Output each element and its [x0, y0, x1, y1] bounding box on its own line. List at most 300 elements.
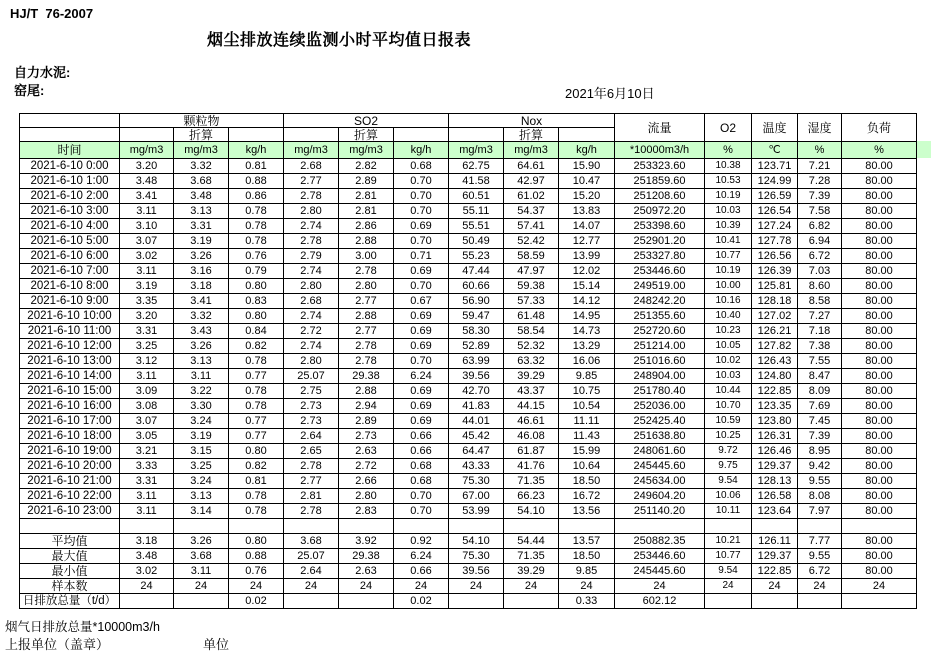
summary-value-cell: 0.76 [229, 564, 284, 579]
value-cell: 2.75 [284, 384, 339, 399]
summary-value-cell: 75.30 [449, 549, 504, 564]
unit-cell: mg/m3 [449, 142, 504, 159]
value-cell: 2.78 [284, 234, 339, 249]
summary-value-cell: 245445.60 [615, 564, 705, 579]
summary-value-cell: 0.33 [559, 594, 615, 609]
value-cell: 13.83 [559, 204, 615, 219]
value-cell: 14.12 [559, 294, 615, 309]
time-cell: 2021-6-10 10:00 [20, 309, 120, 324]
value-cell: 80.00 [842, 264, 917, 279]
value-cell: 14.95 [559, 309, 615, 324]
value-cell: 2.64 [284, 429, 339, 444]
value-cell: 252901.20 [615, 234, 705, 249]
page-title: 烟尘排放连续监测小时平均值日报表 [207, 32, 472, 49]
value-cell: 0.67 [394, 294, 449, 309]
summary-value-cell: 10.21 [705, 534, 752, 549]
value-cell: 3.05 [120, 429, 174, 444]
value-cell: 3.09 [120, 384, 174, 399]
time-cell: 2021-6-10 13:00 [20, 354, 120, 369]
unit-cell: ℃ [752, 142, 798, 159]
table-row [20, 384, 917, 399]
value-cell: 7.45 [798, 414, 842, 429]
value-cell: 127.82 [752, 339, 798, 354]
value-cell: 15.14 [559, 279, 615, 294]
summary-value-cell: 0.02 [229, 594, 284, 609]
value-cell: 42.70 [449, 384, 504, 399]
time-cell: 2021-6-10 19:00 [20, 444, 120, 459]
value-cell: 3.11 [120, 369, 174, 384]
table-row [20, 234, 917, 249]
value-cell: 0.69 [394, 324, 449, 339]
table-row [20, 264, 917, 279]
report-unit-label: 上报单位（盖章） [5, 637, 110, 652]
summary-row [20, 534, 917, 549]
value-cell: 3.33 [120, 459, 174, 474]
value-cell: 41.58 [449, 174, 504, 189]
summary-label: 最大值 [20, 549, 120, 564]
value-cell: 2.73 [284, 399, 339, 414]
value-cell: 41.76 [504, 459, 559, 474]
value-cell: 45.42 [449, 429, 504, 444]
value-cell: 3.19 [174, 234, 229, 249]
summary-value-cell: 3.68 [284, 534, 339, 549]
table-row [20, 174, 917, 189]
value-cell: 58.54 [504, 324, 559, 339]
value-cell: 2.78 [284, 189, 339, 204]
value-cell: 0.66 [394, 444, 449, 459]
value-cell: 0.79 [229, 264, 284, 279]
value-cell: 8.09 [798, 384, 842, 399]
value-cell: 2.81 [339, 189, 394, 204]
empty-cell [705, 519, 752, 534]
value-cell: 71.35 [504, 474, 559, 489]
value-cell: 3.26 [174, 339, 229, 354]
value-cell: 3.48 [120, 174, 174, 189]
value-cell: 10.40 [705, 309, 752, 324]
value-cell: 2.68 [284, 159, 339, 174]
value-cell: 46.08 [504, 429, 559, 444]
table-row [20, 324, 917, 339]
summary-value-cell: 9.85 [559, 564, 615, 579]
summary-value-cell: 24 [798, 579, 842, 594]
value-cell: 12.77 [559, 234, 615, 249]
value-cell: 11.11 [559, 414, 615, 429]
value-cell: 63.99 [449, 354, 504, 369]
summary-value-cell: 24 [449, 579, 504, 594]
table-row [20, 189, 917, 204]
value-cell: 3.10 [120, 219, 174, 234]
time-header-spacer [20, 128, 120, 142]
value-cell: 126.54 [752, 204, 798, 219]
value-cell: 41.83 [449, 399, 504, 414]
value-cell: 7.18 [798, 324, 842, 339]
value-cell: 7.03 [798, 264, 842, 279]
empty-cell [449, 519, 504, 534]
value-cell: 2.73 [339, 429, 394, 444]
time-header: 时间 [20, 142, 120, 159]
time-cell: 2021-6-10 7:00 [20, 264, 120, 279]
value-cell: 249519.00 [615, 279, 705, 294]
value-cell: 10.16 [705, 294, 752, 309]
value-cell: 2.78 [339, 354, 394, 369]
header-group-row [20, 114, 917, 128]
value-cell: 80.00 [842, 219, 917, 234]
summary-value-cell: 13.57 [559, 534, 615, 549]
value-cell: 7.27 [798, 309, 842, 324]
value-cell: 3.41 [120, 189, 174, 204]
value-cell: 0.76 [229, 249, 284, 264]
time-cell: 2021-6-10 0:00 [20, 159, 120, 174]
unit-cell: mg/m3 [120, 142, 174, 159]
summary-label: 样本数 [20, 579, 120, 594]
value-cell: 3.13 [174, 489, 229, 504]
value-cell: 127.78 [752, 234, 798, 249]
time-cell: 2021-6-10 17:00 [20, 414, 120, 429]
value-cell: 10.05 [705, 339, 752, 354]
time-header-spacer [20, 114, 120, 128]
value-cell: 2.94 [339, 399, 394, 414]
value-cell: 56.90 [449, 294, 504, 309]
value-cell: 3.48 [174, 189, 229, 204]
summary-value-cell: 9.54 [705, 564, 752, 579]
value-cell: 2.82 [339, 159, 394, 174]
value-cell: 10.06 [705, 489, 752, 504]
value-cell: 251016.60 [615, 354, 705, 369]
time-cell: 2021-6-10 1:00 [20, 174, 120, 189]
value-cell: 12.02 [559, 264, 615, 279]
value-cell: 2.72 [339, 459, 394, 474]
value-cell: 80.00 [842, 339, 917, 354]
unit-cell: mg/m3 [339, 142, 394, 159]
value-cell: 46.61 [504, 414, 559, 429]
value-cell: 0.78 [229, 384, 284, 399]
summary-value-cell: 10.77 [705, 549, 752, 564]
value-cell: 0.81 [229, 159, 284, 174]
value-cell: 80.00 [842, 279, 917, 294]
value-cell: 16.06 [559, 354, 615, 369]
empty-cell [752, 519, 798, 534]
table-row [20, 279, 917, 294]
value-cell: 249604.20 [615, 489, 705, 504]
value-cell: 126.58 [752, 489, 798, 504]
value-cell: 2.74 [284, 264, 339, 279]
value-cell: 3.02 [120, 249, 174, 264]
value-cell: 251780.40 [615, 384, 705, 399]
value-cell: 128.13 [752, 474, 798, 489]
value-cell: 10.64 [559, 459, 615, 474]
value-cell: 3.30 [174, 399, 229, 414]
value-cell: 55.11 [449, 204, 504, 219]
value-cell: 39.56 [449, 369, 504, 384]
empty-cell [842, 519, 917, 534]
value-cell: 2.88 [339, 309, 394, 324]
summary-value-cell: 25.07 [284, 549, 339, 564]
time-cell: 2021-6-10 9:00 [20, 294, 120, 309]
value-cell: 10.25 [705, 429, 752, 444]
value-cell: 0.82 [229, 459, 284, 474]
value-cell: 10.19 [705, 189, 752, 204]
value-cell: 2.74 [284, 219, 339, 234]
value-cell: 80.00 [842, 174, 917, 189]
value-cell: 57.41 [504, 219, 559, 234]
value-cell: 14.07 [559, 219, 615, 234]
summary-value-cell: 29.38 [339, 549, 394, 564]
value-cell: 0.69 [394, 339, 449, 354]
empty-cell [284, 519, 339, 534]
value-cell: 2.78 [284, 459, 339, 474]
summary-label: 平均值 [20, 534, 120, 549]
value-cell: 253327.80 [615, 249, 705, 264]
value-cell: 3.19 [174, 429, 229, 444]
value-cell: 0.69 [394, 384, 449, 399]
value-cell: 2.68 [284, 294, 339, 309]
value-cell: 10.02 [705, 354, 752, 369]
summary-value-cell: 3.18 [120, 534, 174, 549]
summary-value-cell: 39.56 [449, 564, 504, 579]
table-row [20, 489, 917, 504]
empty-cell [339, 519, 394, 534]
time-cell: 2021-6-10 4:00 [20, 219, 120, 234]
value-cell: 10.41 [705, 234, 752, 249]
value-cell: 3.16 [174, 264, 229, 279]
summary-value-cell: 122.85 [752, 564, 798, 579]
value-cell: 61.48 [504, 309, 559, 324]
col-humidity: 湿度 [798, 114, 842, 142]
value-cell: 80.00 [842, 189, 917, 204]
value-cell: 2.80 [339, 279, 394, 294]
value-cell: 10.39 [705, 219, 752, 234]
summary-value-cell: 3.48 [120, 549, 174, 564]
value-cell: 2.72 [284, 324, 339, 339]
value-cell: 3.18 [174, 279, 229, 294]
value-cell: 122.85 [752, 384, 798, 399]
value-cell: 8.60 [798, 279, 842, 294]
value-cell: 2.89 [339, 174, 394, 189]
value-cell: 126.56 [752, 249, 798, 264]
table-row [20, 459, 917, 474]
value-cell: 123.64 [752, 504, 798, 519]
value-cell: 50.49 [449, 234, 504, 249]
value-cell: 10.00 [705, 279, 752, 294]
summary-value-cell: 24 [284, 579, 339, 594]
unit-cell: mg/m3 [504, 142, 559, 159]
summary-value-cell: 253446.60 [615, 549, 705, 564]
value-cell: 7.55 [798, 354, 842, 369]
value-cell: 3.20 [120, 309, 174, 324]
table-row [20, 159, 917, 174]
value-cell: 8.95 [798, 444, 842, 459]
company-name: 自力水泥: [14, 65, 71, 80]
value-cell: 251355.60 [615, 309, 705, 324]
value-cell: 62.75 [449, 159, 504, 174]
value-cell: 52.42 [504, 234, 559, 249]
time-cell: 2021-6-10 14:00 [20, 369, 120, 384]
value-cell: 2.80 [284, 354, 339, 369]
value-cell: 80.00 [842, 159, 917, 174]
table-row [20, 249, 917, 264]
value-cell: 61.87 [504, 444, 559, 459]
value-cell: 2.80 [284, 204, 339, 219]
time-cell: 2021-6-10 3:00 [20, 204, 120, 219]
value-cell: 80.00 [842, 204, 917, 219]
value-cell: 2.65 [284, 444, 339, 459]
converted-subheader-so2: 折算 [339, 128, 394, 142]
value-cell: 8.47 [798, 369, 842, 384]
value-cell: 7.28 [798, 174, 842, 189]
value-cell: 3.20 [120, 159, 174, 174]
value-cell: 3.68 [174, 174, 229, 189]
value-cell: 0.80 [229, 279, 284, 294]
col-group-particulate: 颗粒物 [120, 114, 284, 128]
value-cell: 3.31 [120, 474, 174, 489]
value-cell: 3.19 [120, 279, 174, 294]
value-cell: 9.54 [705, 474, 752, 489]
value-cell: 3.11 [120, 264, 174, 279]
summary-value-cell: 80.00 [842, 549, 917, 564]
value-cell: 7.39 [798, 429, 842, 444]
value-cell: 7.97 [798, 504, 842, 519]
col-temp: 温度 [752, 114, 798, 142]
value-cell: 123.71 [752, 159, 798, 174]
value-cell: 59.47 [449, 309, 504, 324]
value-cell: 123.35 [752, 399, 798, 414]
value-cell: 3.32 [174, 309, 229, 324]
value-cell: 3.11 [120, 504, 174, 519]
value-cell: 3.07 [120, 234, 174, 249]
value-cell: 42.97 [504, 174, 559, 189]
value-cell: 60.51 [449, 189, 504, 204]
value-cell: 253323.60 [615, 159, 705, 174]
time-cell: 2021-6-10 15:00 [20, 384, 120, 399]
value-cell: 3.12 [120, 354, 174, 369]
summary-value-cell: 24 [705, 579, 752, 594]
summary-value-cell: 0.88 [229, 549, 284, 564]
value-cell: 80.00 [842, 309, 917, 324]
value-cell: 2.78 [339, 339, 394, 354]
value-cell: 55.51 [449, 219, 504, 234]
value-cell: 124.99 [752, 174, 798, 189]
value-cell: 3.41 [174, 294, 229, 309]
time-cell: 2021-6-10 21:00 [20, 474, 120, 489]
empty-cell [394, 519, 449, 534]
summary-row [20, 594, 917, 609]
value-cell: 61.02 [504, 189, 559, 204]
value-cell: 10.77 [705, 249, 752, 264]
value-cell: 129.37 [752, 459, 798, 474]
value-cell: 10.44 [705, 384, 752, 399]
value-cell: 3.26 [174, 249, 229, 264]
value-cell: 123.80 [752, 414, 798, 429]
col-group-nox: Nox [449, 114, 615, 128]
value-cell: 3.31 [174, 219, 229, 234]
value-cell: 2.80 [339, 489, 394, 504]
time-cell: 2021-6-10 18:00 [20, 429, 120, 444]
value-cell: 3.11 [120, 489, 174, 504]
unit-cell: % [842, 142, 917, 159]
value-cell: 53.99 [449, 504, 504, 519]
value-cell: 15.99 [559, 444, 615, 459]
value-cell: 253398.60 [615, 219, 705, 234]
table-row [20, 354, 917, 369]
value-cell: 2.81 [284, 489, 339, 504]
summary-value-cell: 71.35 [504, 549, 559, 564]
value-cell: 2.66 [339, 474, 394, 489]
flow-total-note: 烟气日排放总量*10000m3/h [5, 620, 160, 634]
value-cell: 9.72 [705, 444, 752, 459]
summary-value-cell: 602.12 [615, 594, 705, 609]
value-cell: 29.38 [339, 369, 394, 384]
summary-row [20, 564, 917, 579]
summary-value-cell: 24 [504, 579, 559, 594]
value-cell: 0.69 [394, 399, 449, 414]
value-cell: 2.79 [284, 249, 339, 264]
value-cell: 0.70 [394, 189, 449, 204]
value-cell: 58.59 [504, 249, 559, 264]
standard-code: HJ/T 76-2007 [10, 6, 94, 21]
table-row [20, 444, 917, 459]
value-cell: 6.24 [394, 369, 449, 384]
time-cell: 2021-6-10 8:00 [20, 279, 120, 294]
value-cell: 2.83 [339, 504, 394, 519]
value-cell: 80.00 [842, 399, 917, 414]
value-cell: 80.00 [842, 369, 917, 384]
value-cell: 245445.60 [615, 459, 705, 474]
summary-value-cell: 80.00 [842, 534, 917, 549]
value-cell: 127.02 [752, 309, 798, 324]
summary-value-cell: 24 [229, 579, 284, 594]
value-cell: 58.30 [449, 324, 504, 339]
value-cell: 7.21 [798, 159, 842, 174]
time-cell: 2021-6-10 16:00 [20, 399, 120, 414]
value-cell: 253446.60 [615, 264, 705, 279]
value-cell: 245634.00 [615, 474, 705, 489]
summary-value-cell: 54.44 [504, 534, 559, 549]
value-cell: 0.68 [394, 459, 449, 474]
value-cell: 80.00 [842, 249, 917, 264]
summary-value-cell: 2.63 [339, 564, 394, 579]
value-cell: 9.75 [705, 459, 752, 474]
value-cell: 16.72 [559, 489, 615, 504]
value-cell: 80.00 [842, 384, 917, 399]
value-cell: 252425.40 [615, 414, 705, 429]
value-cell: 2.80 [284, 279, 339, 294]
value-cell: 126.46 [752, 444, 798, 459]
value-cell: 15.90 [559, 159, 615, 174]
value-cell: 251208.60 [615, 189, 705, 204]
col-group-so2: SO2 [284, 114, 449, 128]
summary-value-cell [504, 594, 559, 609]
summary-value-cell: 0.02 [394, 594, 449, 609]
table-row [20, 309, 917, 324]
value-cell: 7.69 [798, 399, 842, 414]
col-flow: 流量 [615, 114, 705, 142]
col-o2: O2 [705, 114, 752, 142]
unit-label: 单位 [203, 637, 230, 652]
value-cell: 126.39 [752, 264, 798, 279]
value-cell: 18.50 [559, 474, 615, 489]
value-cell: 0.70 [394, 279, 449, 294]
value-cell: 0.77 [229, 369, 284, 384]
empty-cell [20, 519, 120, 534]
value-cell: 57.33 [504, 294, 559, 309]
value-cell: 47.97 [504, 264, 559, 279]
value-cell: 10.11 [705, 504, 752, 519]
value-cell: 3.11 [174, 369, 229, 384]
value-cell: 0.82 [229, 339, 284, 354]
value-cell: 0.66 [394, 429, 449, 444]
summary-value-cell: 24 [174, 579, 229, 594]
value-cell: 3.21 [120, 444, 174, 459]
